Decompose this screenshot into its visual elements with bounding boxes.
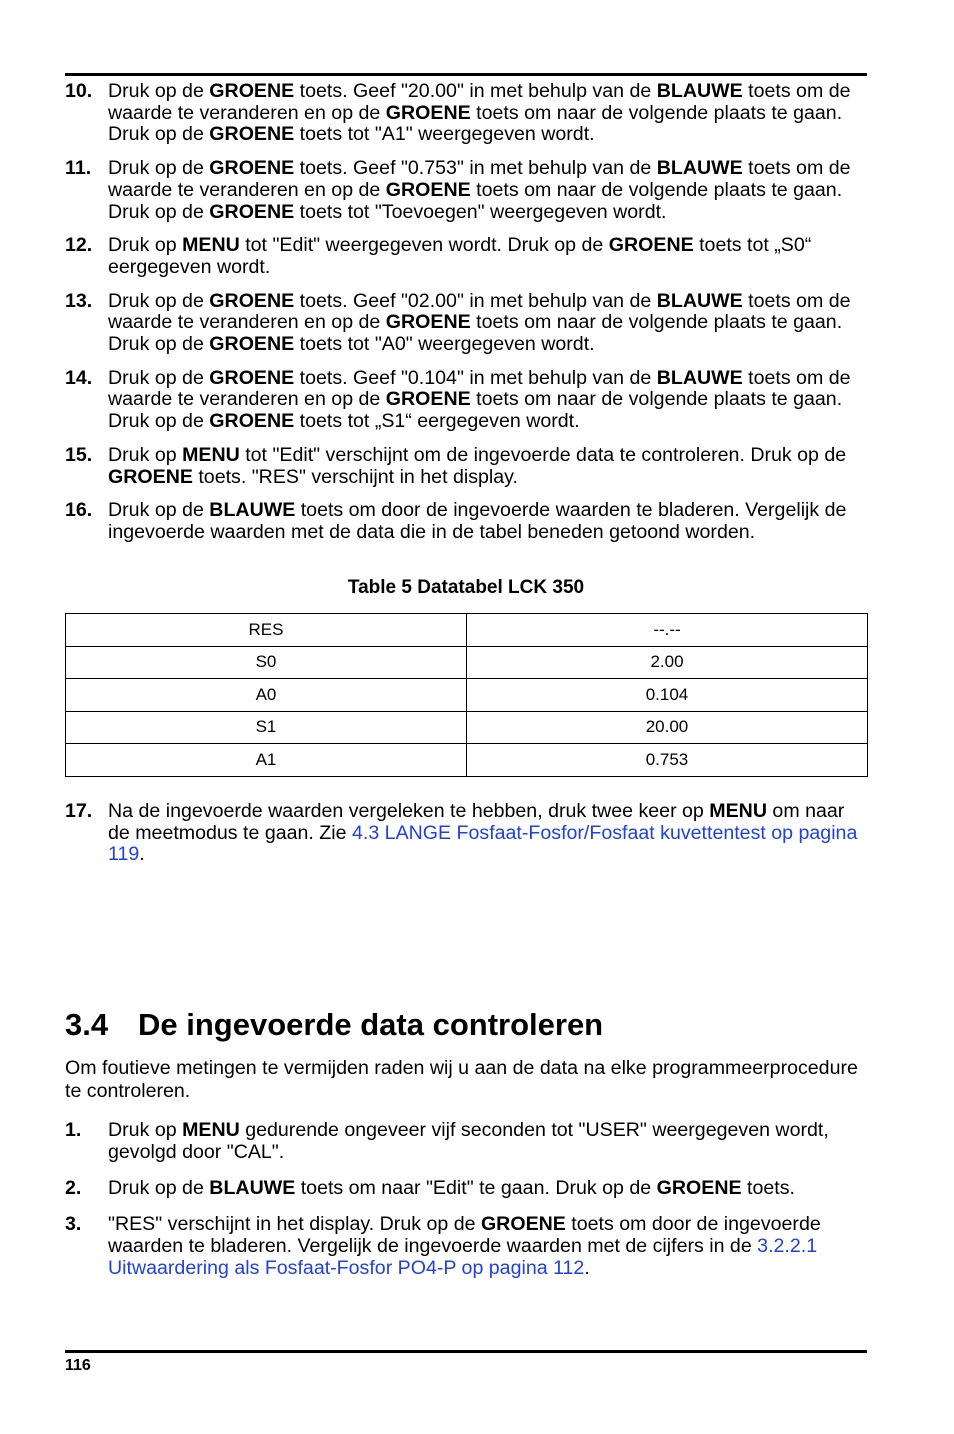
step-text-run: toets om naar de volgende plaats te gaan. Druk op de	[108, 311, 843, 356]
step-text-run: .	[139, 843, 145, 866]
step-item	[65, 500, 869, 543]
step-text-run: toets tot "A0" weergegeven wordt.	[294, 333, 595, 356]
step-text-run: Druk op de	[108, 1177, 210, 1199]
step-text-run: toets om de waarde te veranderen en op de	[108, 366, 851, 411]
step-text	[108, 80, 851, 145]
key-name: GROENE	[209, 200, 295, 223]
parameter-cell: S0	[66, 646, 467, 679]
step-text-run: toets tot "A1" weergegeven wordt.	[294, 123, 595, 146]
table-row	[66, 711, 868, 744]
parameter-cell: S1	[66, 711, 467, 744]
step-text	[108, 157, 851, 222]
section-number: 3.4	[65, 1007, 109, 1042]
step-text-run: Druk op	[108, 1119, 183, 1141]
step-number: 10.	[65, 80, 93, 102]
footer-rule	[65, 1350, 867, 1353]
step-item	[65, 1213, 869, 1279]
step-text-run: toets om naar "Edit" te gaan. Druk op de	[295, 1177, 657, 1199]
step-text-run: .	[584, 1257, 590, 1279]
step-text-run: toets. Geef "20.00" in met behulp van de	[294, 80, 657, 102]
step-text	[108, 1213, 821, 1279]
cross-reference-link[interactable]: 3.2.2.1 Uitwaardering als Fosfaat-Fosfor PO4-P op pagina 112	[108, 1235, 818, 1279]
step-item	[65, 445, 869, 488]
step-item	[65, 158, 869, 223]
key-name: MENU	[182, 234, 240, 257]
step-text	[108, 290, 851, 355]
key-name: GROENE	[209, 366, 295, 389]
key-name: GROENE	[209, 410, 295, 433]
step-text	[108, 234, 811, 278]
step-text-run: toets tot „S1“ eergegeven wordt.	[294, 410, 580, 433]
step-text-run: Druk op	[108, 234, 183, 257]
key-name: BLAUWE	[656, 80, 743, 102]
parameter-cell: A1	[66, 744, 467, 777]
value-cell: --.--	[467, 614, 868, 647]
key-name: GROENE	[608, 234, 694, 257]
step-number: 12.	[65, 234, 93, 257]
step-text-run: toets.	[741, 1177, 795, 1199]
step-text-run: toets om de waarde te veranderen en op de	[108, 289, 851, 334]
table-caption: Table 5 Datatabel LCK 350	[347, 577, 585, 598]
key-name: GROENE	[656, 1177, 742, 1199]
procedure-step-17	[65, 801, 869, 866]
step-text	[108, 1119, 829, 1163]
step-item	[65, 1177, 869, 1199]
key-name: GROENE	[385, 178, 471, 201]
value-cell: 0.104	[467, 679, 868, 712]
value-cell: 0.753	[467, 744, 868, 777]
key-name: GROENE	[209, 289, 295, 312]
key-name: MENU	[182, 443, 240, 466]
step-number: 3.	[65, 1213, 82, 1235]
section-title: De ingevoerde data controleren	[138, 1007, 604, 1042]
cross-reference-link[interactable]: 4.3 LANGE Fosfaat-Fosfor/Fosfaat kuvettentest op pagina 119	[108, 821, 858, 866]
step-item	[65, 235, 869, 278]
key-name: GROENE	[480, 1213, 566, 1235]
step-number: 2.	[65, 1177, 82, 1199]
step-text-run: toets. Geef "0.753" in met behulp van de	[294, 157, 657, 180]
procedure-steps-10-16	[65, 81, 869, 544]
step-text-run: Druk op de	[108, 499, 210, 522]
key-name: GROENE	[209, 80, 295, 102]
step-text-run: Druk op de	[108, 80, 210, 102]
step-text-run: toets. Geef "02.00" in met behulp van de	[294, 289, 657, 312]
step-text-run: Druk op	[108, 443, 183, 466]
step-item	[65, 1119, 869, 1163]
key-name: GROENE	[385, 101, 471, 124]
step-text	[108, 499, 846, 543]
step-text-run: Druk op de	[108, 366, 210, 389]
section-heading	[65, 1004, 603, 1046]
key-name: GROENE	[209, 157, 295, 180]
step-text	[108, 1177, 795, 1199]
parameter-cell: A0	[66, 679, 467, 712]
table-row	[66, 744, 868, 777]
step-text-run: Na de ingevoerde waarden vergeleken te hebben, druk twee keer op	[108, 800, 710, 822]
step-text	[108, 800, 857, 865]
step-text-run: toets. "RES" verschijnt in het display.	[192, 465, 518, 488]
step-number: 14.	[65, 366, 93, 389]
step-text-run: toets om naar de volgende plaats te gaan. Druk op de	[108, 388, 843, 433]
key-name: GROENE	[385, 311, 471, 334]
step-item	[65, 801, 869, 866]
step-text-run: toets tot „S0“ eergegeven wordt.	[108, 234, 812, 278]
step-text-run: Druk op de	[108, 289, 210, 312]
key-name: BLAUWE	[209, 1177, 296, 1199]
step-text	[108, 444, 846, 488]
step-number: 1.	[65, 1119, 82, 1141]
key-name: GROENE	[209, 333, 295, 356]
header-rule	[65, 73, 867, 76]
step-number: 11.	[65, 157, 92, 180]
table-row	[66, 614, 868, 647]
step-text-run: toets. Geef "0.104" in met behulp van de	[294, 366, 657, 389]
step-number: 16.	[65, 499, 93, 522]
step-text-run: Druk op de	[108, 157, 210, 180]
step-text-run: tot "Edit" weergegeven wordt. Druk op de	[239, 234, 609, 257]
step-text-run: toets tot "Toevoegen" weergegeven wordt.	[294, 200, 667, 223]
key-name: GROENE	[108, 465, 193, 488]
table-row	[66, 646, 868, 679]
key-name: BLAUWE	[209, 499, 296, 522]
key-name: MENU	[182, 1119, 240, 1141]
key-name: BLAUWE	[656, 157, 743, 180]
value-cell: 20.00	[467, 711, 868, 744]
page-number: 116	[65, 1357, 91, 1374]
key-name: MENU	[709, 800, 767, 822]
step-item	[65, 81, 869, 146]
step-text-run: toets om naar de volgende plaats te gaan. Druk op de	[108, 178, 843, 223]
key-name: BLAUWE	[656, 289, 743, 312]
step-text-run: om naar de meetmodus te gaan. Zie	[108, 800, 845, 844]
step-text	[108, 367, 851, 432]
key-name: GROENE	[385, 388, 471, 411]
data-table	[65, 613, 868, 777]
key-name: GROENE	[209, 123, 295, 146]
step-text-run: toets om naar de volgende plaats te gaan. Druk op de	[108, 101, 843, 146]
step-text-run: tot "Edit" verschijnt om de ingevoerde data te controleren. Druk op de	[239, 443, 847, 466]
value-cell: 2.00	[467, 646, 868, 679]
step-number: 17.	[65, 800, 93, 822]
step-text-run: toets om door de ingevoerde waarden te bladeren. Vergelijk de ingevoerde waarden met de data die in de tabel beneden getoond worden.	[108, 499, 847, 543]
key-name: BLAUWE	[656, 366, 743, 389]
step-number: 15.	[65, 443, 93, 466]
step-number: 13.	[65, 289, 93, 312]
table-row	[66, 679, 868, 712]
step-item	[65, 368, 869, 433]
section-steps	[65, 1119, 869, 1279]
step-text-run: toets om de waarde te veranderen en op de	[108, 80, 851, 124]
step-text-run: toets om door de ingevoerde waarden te bladeren. Vergelijk de ingevoerde waarden met de cijfers in de	[108, 1213, 821, 1257]
step-text-run: toets om de waarde te veranderen en op de	[108, 157, 851, 201]
parameter-cell: RES	[66, 614, 467, 647]
step-text-run: "RES" verschijnt in het display. Druk op de	[108, 1213, 481, 1235]
step-text-run: gedurende ongeveer vijf seconden tot "USER" weergegeven wordt, gevolgd door "CAL".	[108, 1119, 829, 1163]
step-item	[65, 291, 869, 356]
section-intro: Om foutieve metingen te vermijden raden wij u aan de data na elke programmeerprocedure te controleren.	[65, 1057, 858, 1102]
